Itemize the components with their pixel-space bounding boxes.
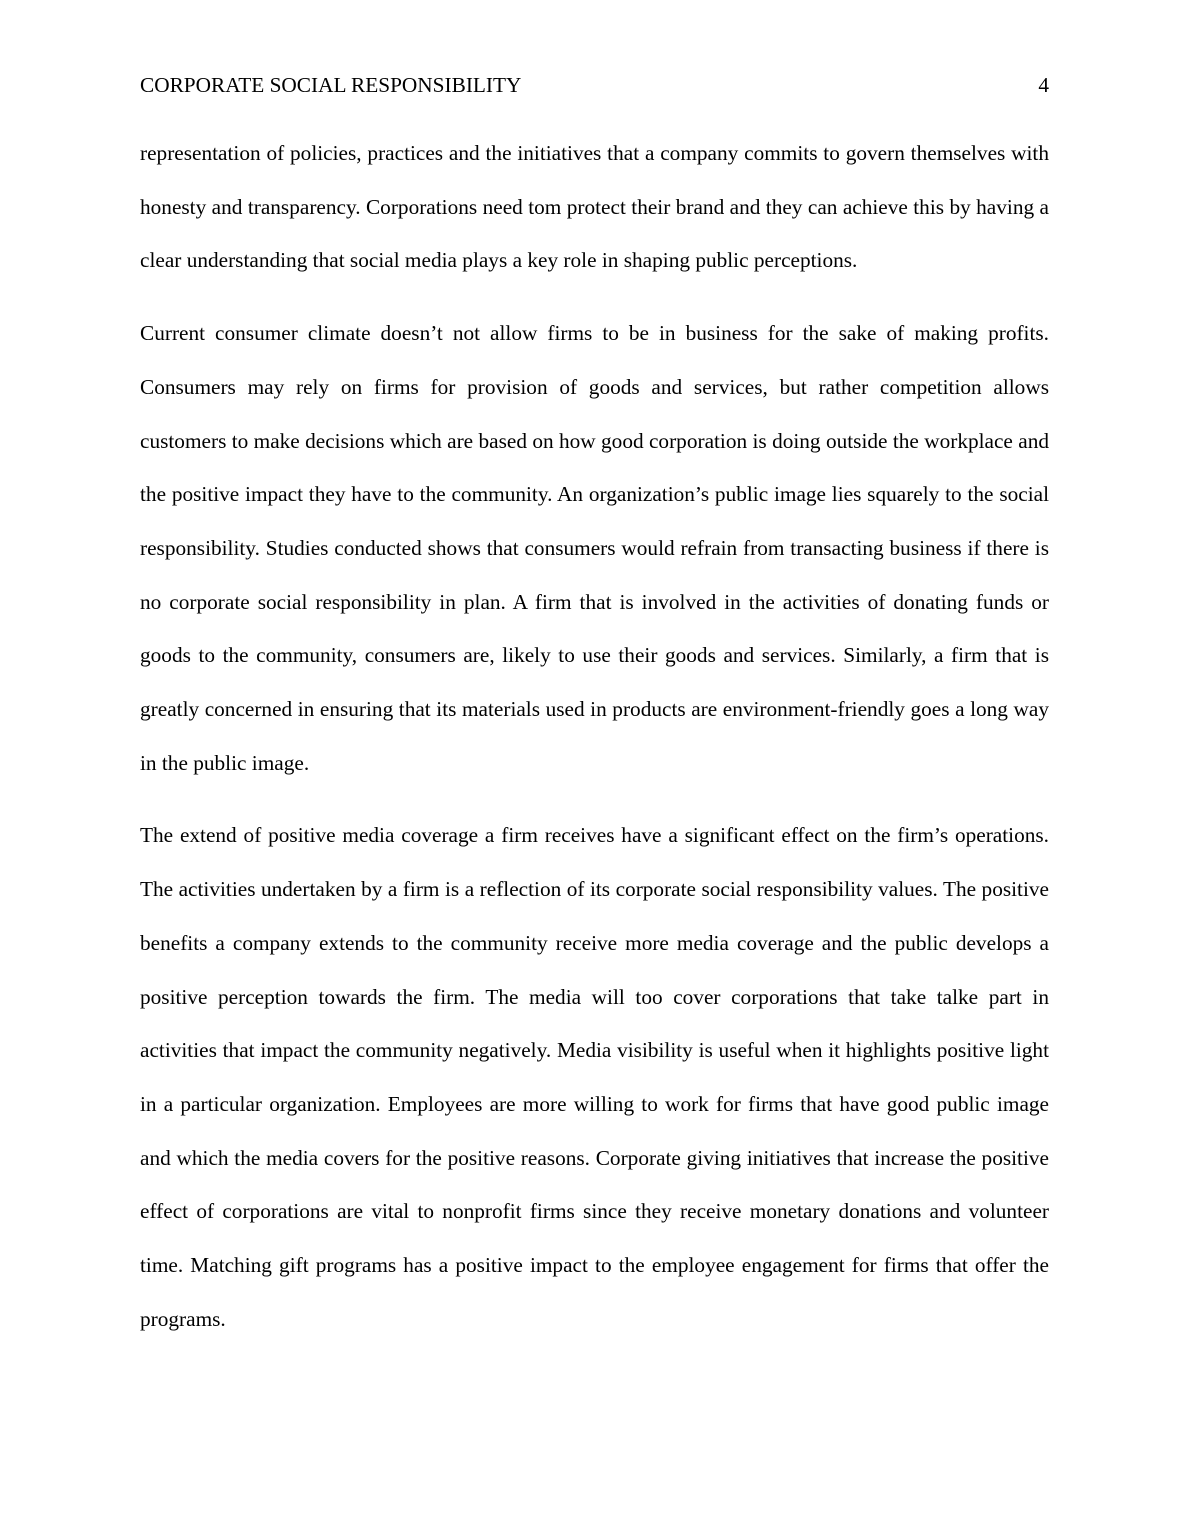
- page-number: 4: [1038, 73, 1049, 97]
- page-header: [140, 70, 1049, 100]
- paragraph-media-coverage: The extend of positive media coverage a firm receives have a significant effect on the firm’s operations. The activities undertaken by a firm is a reflection of its corporate social responsibility values. The positive benefits a company extends to the community receive more media coverage and the public develops a positive perception towards the firm. The media will too cover corporations that take talke part in activities that impact the community negatively. Media visibility is useful when it highlights positive light in a particular organization. Employees are more willing to work for firms that have good public image and which the media covers for the positive reasons. Corporate giving initiatives that increase the positive effect of corporations are vital to nonprofit firms since they receive monetary donations and volunteer time. Matching gift programs has a positive impact to the employee engagement for firms that offer the programs.: [140, 823, 1049, 1331]
- running-head: CORPORATE SOCIAL RESPONSIBILITY: [140, 73, 522, 97]
- paragraph-consumer-climate: Current consumer climate doesn’t not allow firms to be in business for the sake of making profits. Consumers may rely on firms for provision of goods and services, but rather competition allows customers to make decisions which are based on how good corporation is doing outside the workplace and the positive impact they have to the community. An organization’s public image lies squarely to the social responsibility. Studies conducted shows that consumers would refrain from transacting business if there is no corporate social responsibility in plan. A firm that is involved in the activities of donating funds or goods to the community, consumers are, likely to use their goods and services. Similarly, a firm that is greatly concerned in ensuring that its materials used in products are environment-friendly goes a long way in the public image.: [140, 321, 1049, 775]
- body-text: [140, 127, 1049, 1365]
- paragraph-continuation: representation of policies, practices and the initiatives that a company commits to govern themselves with honesty and transparency. Corporations need tom protect their brand and they can achieve this by having a clear understanding that social media plays a key role in shaping public perceptions.: [140, 141, 1049, 273]
